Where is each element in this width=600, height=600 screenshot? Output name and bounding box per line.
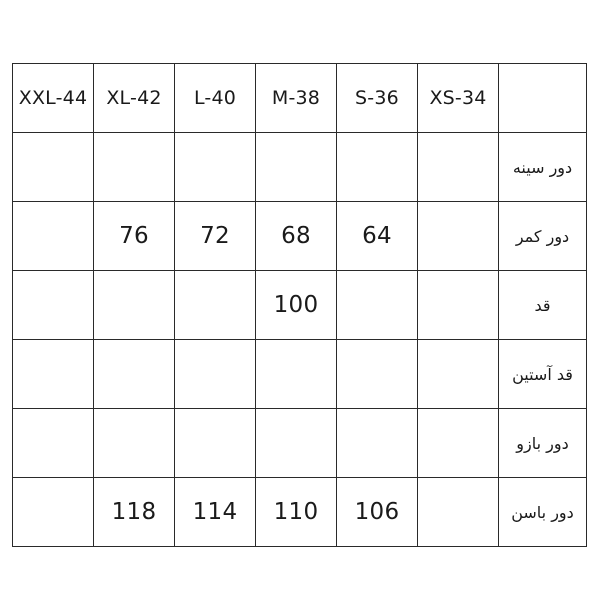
row-label-chest: دور سینه [499, 133, 587, 202]
table-cell: 106 [337, 478, 418, 547]
row-label-sleeve-length: قد آستین [499, 340, 587, 409]
size-header-s-36: S-36 [337, 64, 418, 133]
table-cell [337, 133, 418, 202]
table-cell [175, 133, 256, 202]
table-cell: 68 [256, 202, 337, 271]
table-cell: 118 [94, 478, 175, 547]
table-cell: 110 [256, 478, 337, 547]
table-cell [94, 133, 175, 202]
table-cell: 64 [337, 202, 418, 271]
table-cell [337, 271, 418, 340]
size-header-xl-42: XL-42 [94, 64, 175, 133]
table-cell [418, 271, 499, 340]
table-cell [337, 340, 418, 409]
table-cell [13, 271, 94, 340]
table-cell [418, 478, 499, 547]
row-label-arm: دور بازو [499, 409, 587, 478]
table-cell [13, 133, 94, 202]
table-cell: 76 [94, 202, 175, 271]
size-chart-table [12, 63, 587, 547]
corner-cell [499, 64, 587, 133]
table-cell [94, 409, 175, 478]
size-header-xs-34: XS-34 [418, 64, 499, 133]
row-arm [13, 409, 587, 478]
table-cell [418, 409, 499, 478]
table-cell [256, 340, 337, 409]
row-label-waist: دور کمر [499, 202, 587, 271]
table-cell [13, 478, 94, 547]
row-label-hip: دور باسن [499, 478, 587, 547]
table-cell [13, 409, 94, 478]
row-chest [13, 133, 587, 202]
table-cell [13, 202, 94, 271]
table-cell [256, 133, 337, 202]
table-cell: 114 [175, 478, 256, 547]
table-cell: 100 [256, 271, 337, 340]
header-row [13, 64, 587, 133]
table-cell [175, 271, 256, 340]
size-header-l-40: L-40 [175, 64, 256, 133]
row-sleeve-length [13, 340, 587, 409]
row-length [13, 271, 587, 340]
table-cell [175, 409, 256, 478]
table-cell [175, 340, 256, 409]
row-label-length: قد [499, 271, 587, 340]
size-header-m-38: M-38 [256, 64, 337, 133]
table-cell [337, 409, 418, 478]
table-cell: 72 [175, 202, 256, 271]
table-cell [256, 409, 337, 478]
table-cell [13, 340, 94, 409]
size-header-xxl-44: XXL-44 [13, 64, 94, 133]
table-cell [418, 133, 499, 202]
table-cell [418, 202, 499, 271]
table-cell [94, 271, 175, 340]
table-cell [94, 340, 175, 409]
row-hip [13, 478, 587, 547]
row-waist [13, 202, 587, 271]
table-cell [418, 340, 499, 409]
